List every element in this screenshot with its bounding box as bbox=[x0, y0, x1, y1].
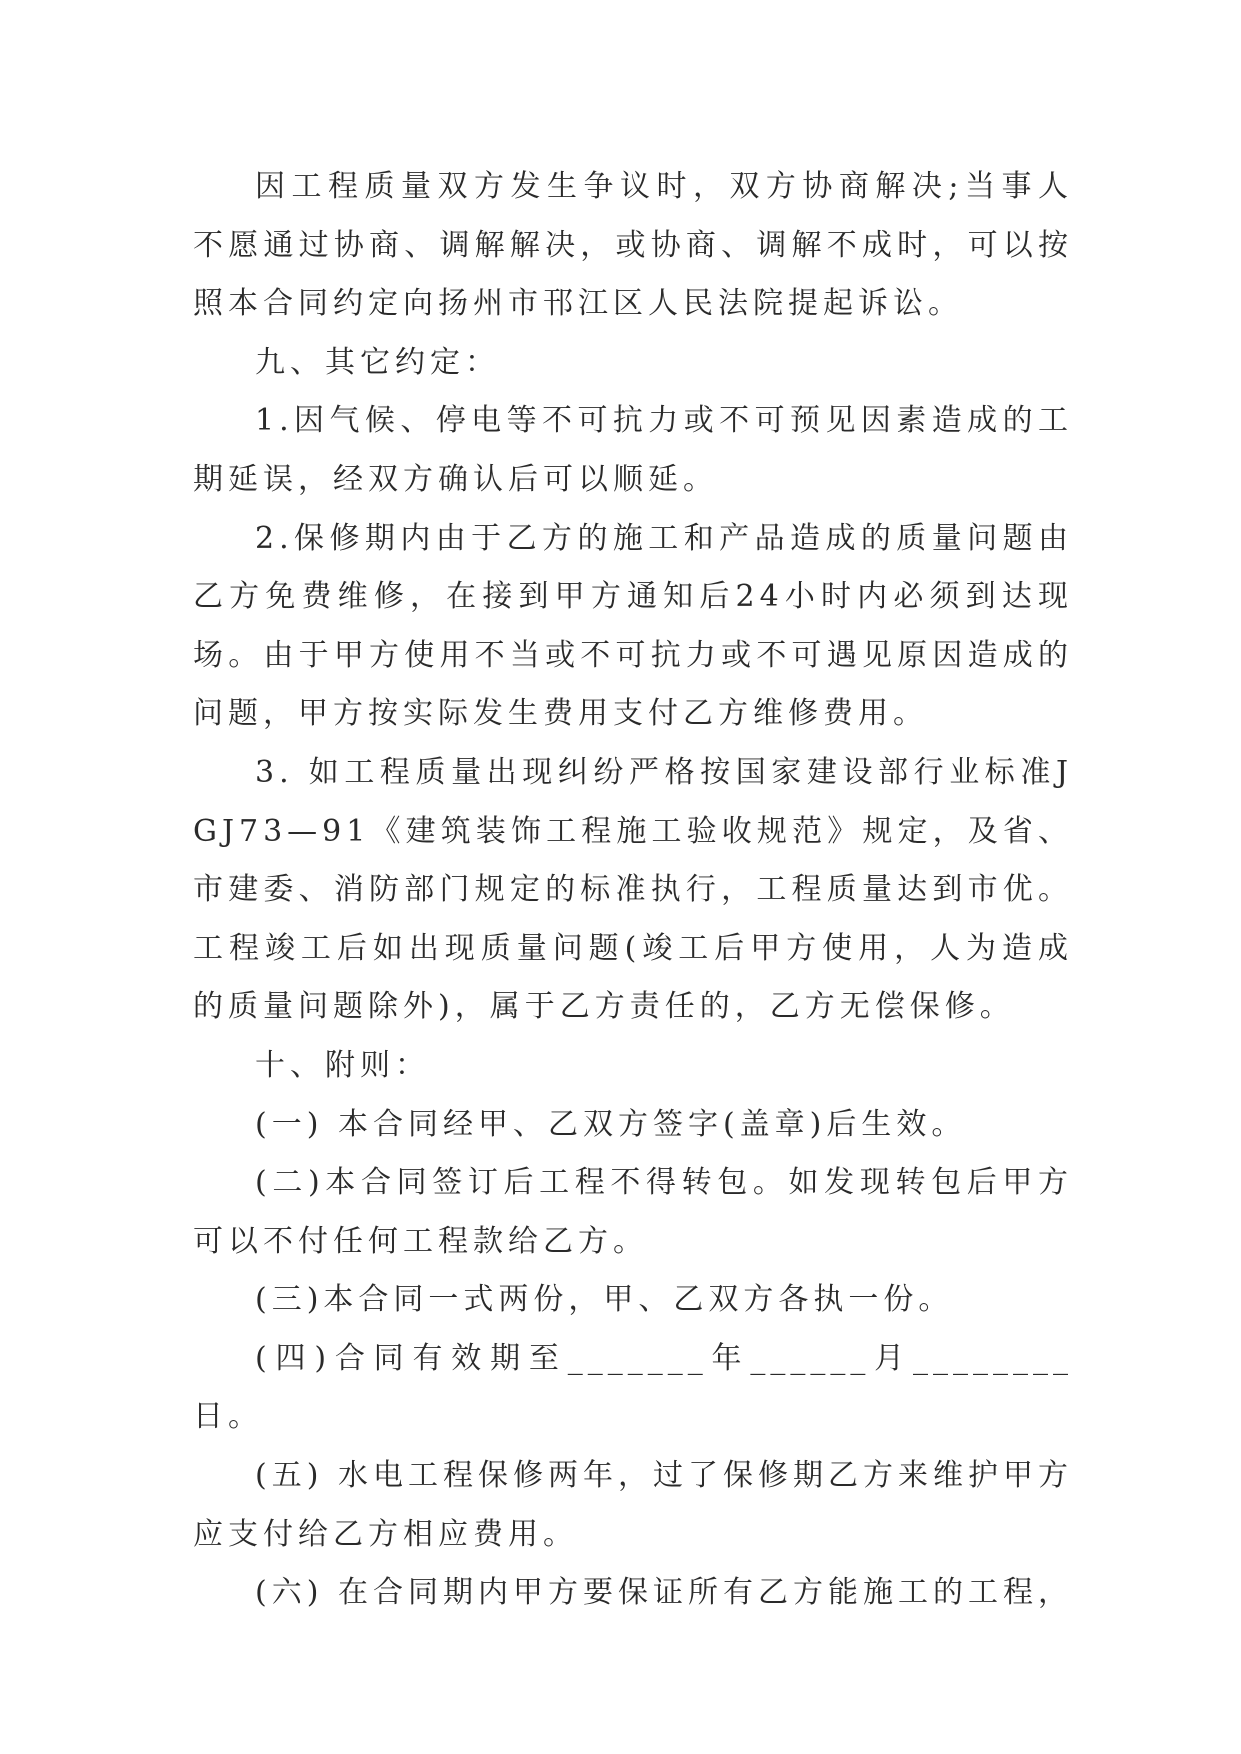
paragraph-appendix-3: (三)本合同一式两份，甲、乙双方各执一份。 bbox=[255, 1282, 954, 1318]
document-body bbox=[193, 158, 1073, 1623]
heading-appendix: 十、附则： bbox=[255, 1047, 430, 1083]
paragraph-dispute-resolution: 因工程质量双方发生争议时，双方协商解决;当事人不愿通过协商、调解解决，或协商、调解不成时，可以按照本合同约定向扬州市邗江区人民法院提起诉讼。 bbox=[193, 169, 1073, 322]
paragraph-appendix-1: (一) 本合同经甲、乙双方签字(盖章)后生效。 bbox=[255, 1106, 967, 1142]
heading-other-agreements: 九、其它约定： bbox=[255, 344, 500, 380]
paragraph-appendix-6: (六) 在合同期内甲方要保证所有乙方能施工的工程， bbox=[255, 1575, 1073, 1611]
paragraph-appendix-2: (二)本合同签订后工程不得转包。如发现转包后甲方可以不付任何工程款给乙方。 bbox=[193, 1165, 1073, 1259]
paragraph-item-2: 2.保修期内由于乙方的施工和产品造成的质量问题由乙方免费维修，在接到甲方通知后24小时内必须到达现场。由于甲方使用不当或不可抗力或不可遇见原因造成的问题，甲方按实际发生费用支付乙方维修费用。 bbox=[193, 520, 1073, 732]
paragraph-appendix-5: (五) 水电工程保修两年，过了保修期乙方来维护甲方应支付给乙方相应费用。 bbox=[193, 1458, 1073, 1552]
paragraph-item-1: 1.因气候、停电等不可抗力或不可预见因素造成的工期延误，经双方确认后可以顺延。 bbox=[193, 403, 1073, 497]
paragraph-appendix-4: (四)合同有效期至_______年______月________日。 bbox=[193, 1340, 1073, 1435]
paragraph-item-3: 3. 如工程质量出现纠纷严格按国家建设部行业标准JGJ73—91《建筑装饰工程施工验收规范》规定，及省、市建委、消防部门规定的标准执行，工程质量达到市优。工程竣工后如出现质量问题(竣工后甲方使用，人为造成的质量问题除外)，属于乙方责任的，乙方无偿保修。 bbox=[193, 754, 1073, 1025]
